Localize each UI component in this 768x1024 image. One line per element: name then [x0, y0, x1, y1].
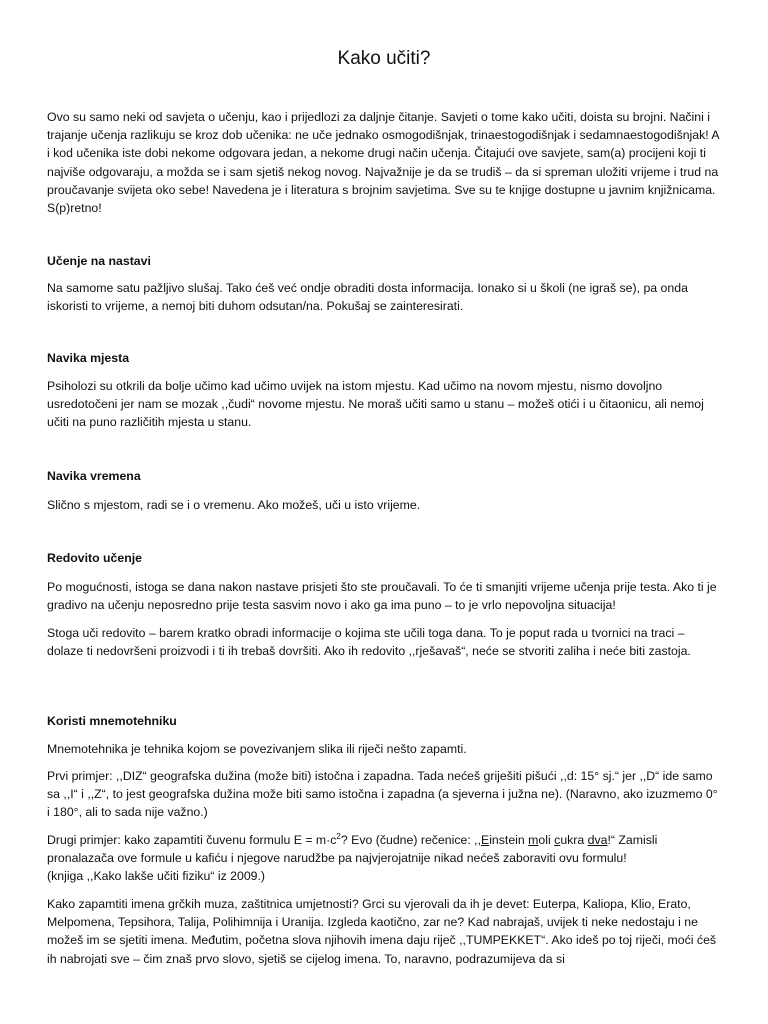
section-heading-redovito-ucenje: Redovito učenje — [47, 551, 142, 565]
book-reference: (knjiga ,,Kako lakše učiti fiziku“ iz 2009.) — [47, 869, 266, 884]
text-run: oli — [538, 833, 555, 847]
paragraph-navika-vremena: Slično s mjestom, radi se i o vremenu. Ako možeš, uči u isto vrijeme. — [47, 498, 421, 512]
underlined-word: dva — [587, 833, 608, 847]
underlined-letter: c — [554, 833, 561, 847]
paragraph-mnemotehnika-1: Mnemotehnika je tehnika kojom se povezivanjem slika ili riječi nešto zapamti. — [47, 742, 467, 756]
underlined-letter: E — [481, 833, 490, 847]
paragraph-navika-mjesta: Psiholozi su otkrili da bolje učimo kad učimo uvijek na istom mjestu. Kad učimo na novom mjestu, nismo dovoljno usredotočeni jer nam se mozak ,,čudi“ novome mjestu. Ne moraš učiti samo u stanu – možeš otići i u čitaonicu, ali nemoj učiti na puno različitih mjesta u stanu. — [47, 379, 704, 430]
intro-paragraph: Ovo su samo neki od savjeta o učenju, kao i prijedlozi za daljnje čitanje. Savjeti o tome kako učiti, doista su brojni. Načini i trajanje učenja razlikuju se kroz dob učenika: ne uče jednako osmogodišnjak, trinaestogodišnjak i sedamnaestogodišnjak! A i kod učenika iste dobi nekome odgovara jedan, a nekome drugi način učenja. Čitajući ove savjete, sam(a) procijeni koji ti najviše odgovaraju, a možda se i sam sjetiš nekog novog. Najvažnije je da se trudiš – da si spreman uložiti vrijeme i trud na proučavanje svijeta oko sebe! Navedena je i literatura s brojnim savjetima. Sve su te knjige dostupne u javnim knjižnicama. S(p)retno! — [47, 110, 719, 216]
superscript: 2 — [336, 831, 341, 841]
paragraph-redovito-ucenje-1: Po mogućnosti, istoga se dana nakon nastave prisjeti što ste proučavali. To će ti smanjiti vrijeme učenja prije testa. Ako ti je gradivo na učenju neposredno prije testa sasvim novo i ako ga ima puno – to je vrlo nepovoljna situacija! — [47, 580, 717, 613]
text-run: !“ Zamisli pronalazača ove formule u kafiću i njegove narudžbe pa najvjerojatnije nikad nećeš zaboraviti ovu formulu! — [47, 833, 658, 866]
underlined-letter: m — [528, 833, 539, 847]
section-heading-navika-mjesta: Navika mjesta — [47, 351, 130, 365]
section-heading-navika-vremena: Navika vremena — [47, 469, 141, 483]
paragraph-mnemotehnika-3 — [47, 831, 719, 886]
paragraph-mnemotehnika-4: Kako zapamtiti imena grčkih muza, zaštitnica umjetnosti? Grci su vjerovali da ih je devet: Euterpa, Kaliopa, Klio, Erato, Melpomena, Tepsihora, Talija, Polihimnija i Uranija. Izgleda kaotično, zar ne? Kad nabrajaš, uvijek ti neke nedostaju i ne možeš im se sjetiti imena. Međutim, početna slova njihovih imena daju riječ ,,TUMPEKKET“. Ako ideš po toj riječi, moći ćeš ih nabrojati sve – čim znaš prvo slovo, sjetiš se cijelog imena. To, naravno, podrazumijeva da si — [47, 897, 717, 966]
paragraph-mnemotehnika-2: Prvi primjer: ,,DIZ“ geografska dužina (može biti) istočna i zapadna. Tada nećeš griješiti pišući ,,d: 15° sj.“ jer ,,D“ ide samo sa ,,I“ i ,,Z“, to jest geografska dužina može biti samo istočna i zapadna (a sjeverna i južna ne). (Naravno, ako izuzmemo 0° i 180°, ali to sada nije važno.) — [47, 769, 718, 820]
paragraph-redovito-ucenje-2: Stoga uči redovito – barem kratko obradi informacije o kojima ste učili toga dana. To je poput rada u tvornici na traci – dolaze ti nedovršeni proizvodi i ti ih trebaš dovršiti. Ako ih redovito ,,rješavaš“, neće se stvoriti zaliha i neće biti zastoja. — [47, 626, 691, 659]
text-run: ? Evo (čudne) rečenice: ,, — [340, 833, 481, 847]
text-run: Drugi primjer: kako zapamtiti čuvenu formulu E = m·c — [47, 833, 337, 847]
section-heading-ucenje-na-nastavi: Učenje na nastavi — [47, 254, 151, 268]
section-heading-mnemotehnika: Koristi mnemotehniku — [47, 714, 177, 728]
text-run: instein — [489, 833, 529, 847]
page-title: Kako učiti? — [337, 48, 431, 69]
paragraph-ucenje-na-nastavi: Na samome satu pažljivo slušaj. Tako ćeš već ondje obraditi dosta informacija. Ionako si u školi (ne igraš se), pa onda iskoristi to vrijeme, a nemoj biti duhom odsutan/na. Pokušaj se zainteresirati. — [47, 281, 688, 314]
text-run: ukra — [560, 833, 588, 847]
